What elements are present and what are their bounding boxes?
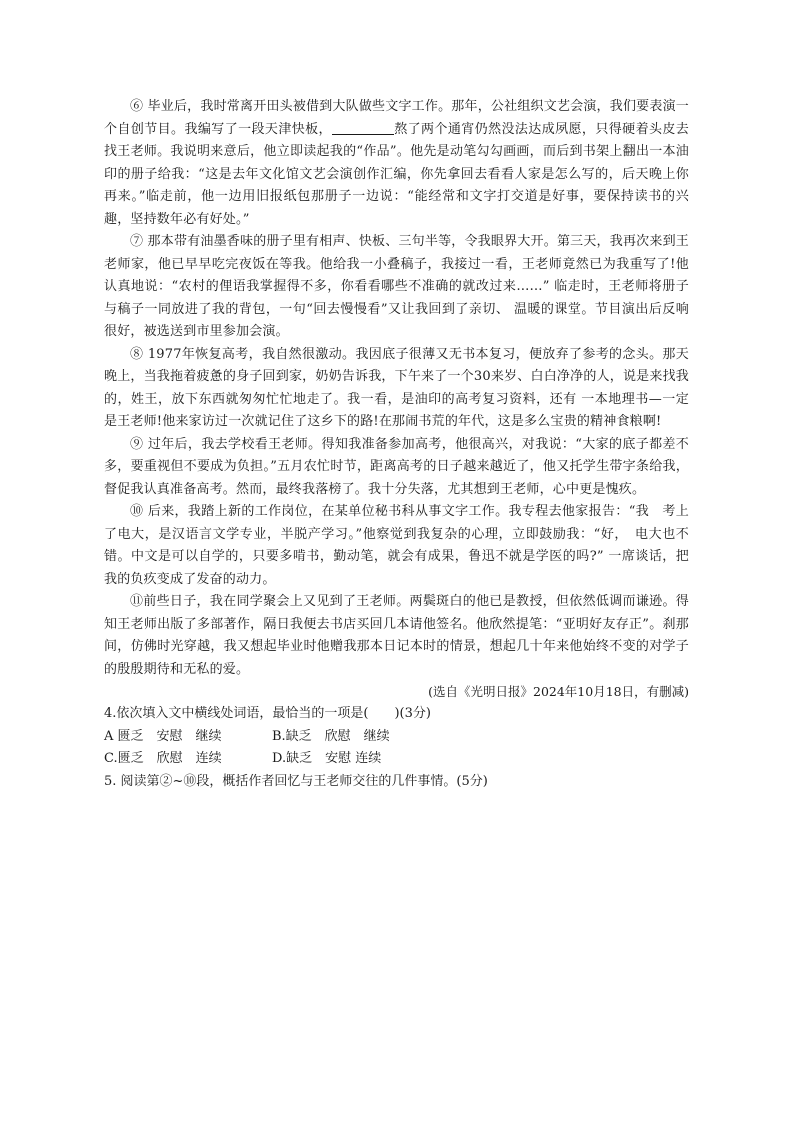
question-4: 4.依次填入文中横线处词语，最恰当的一项是( )(3分): [104, 706, 431, 721]
question-5: 5. 阅读第②~⑩段，概括作者回忆与王老师交往的几件事情。(5分): [104, 773, 488, 789]
paragraph-6: [104, 96, 689, 231]
option-c: C.匮乏 欣慰 连续: [104, 751, 222, 766]
paragraph-11: ⑪前些日子，我在同学聚会上又见到了王老师。两鬓斑白的他已是教授，但依然低调而谦逊。得知王老师出版了多部著作，隔日我便去书店买回几本请他签名。他欣然提笔：“亚明好友存正”。刹那间，仿佛时光穿越，我又想起毕业时他赠我那本日记本时的情景，想起几十年来他始终不变的对学子的殷殷期待和无私的爱。: [104, 594, 689, 677]
fill-blank-line: [332, 120, 394, 135]
question-4-options-row-1: [104, 726, 689, 749]
option-a: A 匮乏 安慰 继续: [104, 728, 222, 744]
paragraph-8: ⑧ 1977年恢复高考，我自然很激动。我因底子很薄又无书本复习，便放弃了参考的念头。那天晚上，当我拖着疲惫的身子回到家，奶奶告诉我，下午来了一个30来岁、白白净净的人，说是来找我的，姓王，放下东西就匆匆忙忙地走了。我一看，是油印的高考复习资料，还有 一本地理书—一定是王老师!他来家访过一次就记住了这乡下的路!在那闹书荒的年代，这是多么宝贵的精神食粮啊!: [104, 346, 689, 429]
paragraph-9: ⑨ 过年后，我去学校看王老师。得知我准备参加高考，他很高兴，对我说：“大家的底子都差不多，要重视但不要成为负担。”五月农忙时节，距离高考的日子越来越近了，他又托学生带字条给我，督促我认真准备高考。然而，最终我落榜了。我十分失落，尤其想到王老师，心中更是愧疚。: [104, 436, 689, 497]
option-b: B.缺乏 欣慰 继续: [272, 728, 390, 744]
paragraph-7: ⑦ 那本带有油墨香味的册子里有相声、快板、三句半等，令我眼界大开。第三天，我再次来到王老师家，他已早早吃完夜饭在等我。他给我一小叠稿子，我接过一看，王老师竟然已为我重写了!他认真地说：“农村的俚语我掌握得不多，你看看哪些不准确的就改过来……” 临走时，王老师将册子与稿子一同放进了我的背包，一句“回去慢慢看”又让我回到了亲切、 温暖的课堂。节目演出后反响很好，被选送到市里参加会演。: [104, 234, 689, 339]
paragraph-6-part-b: 熬了两个通宵仍然没法达成夙愿，只得硬着头皮去找王老师。我说明来意后，他立即读起我的“作品”。他先是动笔勾勾画画，而后到书架上翻出一本油印的册子给我：“这是去年文化馆文艺会演创作汇编，你先拿回去看看人家是怎么写的，后天晚上你再来。”临走前，他一边用旧报纸包那册子一边说：“能经常和文字打交道是好事，要保持读书的兴趣，坚持数年必有好处。”: [104, 121, 690, 227]
paragraph-6-part-a: ⑥ 毕业后，我时常离开田头被借到大队做些文字工作。那年，公社组织文艺会演，我们要表演一个自创节目。我编写了一段天津快板，: [104, 99, 689, 137]
article-source: (选自《光明日报》2024年10月18日，有删减): [428, 684, 689, 699]
exam-page: [104, 96, 689, 793]
paragraph-10: ⑩ 后来，我踏上新的工作岗位，在某单位秘书科从事文字工作。我专程去他家报告：“我 考上了电大，是汉语言文学专业，半脱产学习。”他察觉到我复杂的心理，立即鼓励我：“好， 电大也不错。中文是可以自学的，只要多啃书，勤动笔，就会有成果，鲁迅不就是学医的吗?” 一席谈话，把我的负疚变成了发奋的动力。: [104, 504, 689, 587]
option-d: D.缺乏 安慰 连续: [272, 751, 382, 766]
question-4-options-row-2: [104, 748, 689, 771]
